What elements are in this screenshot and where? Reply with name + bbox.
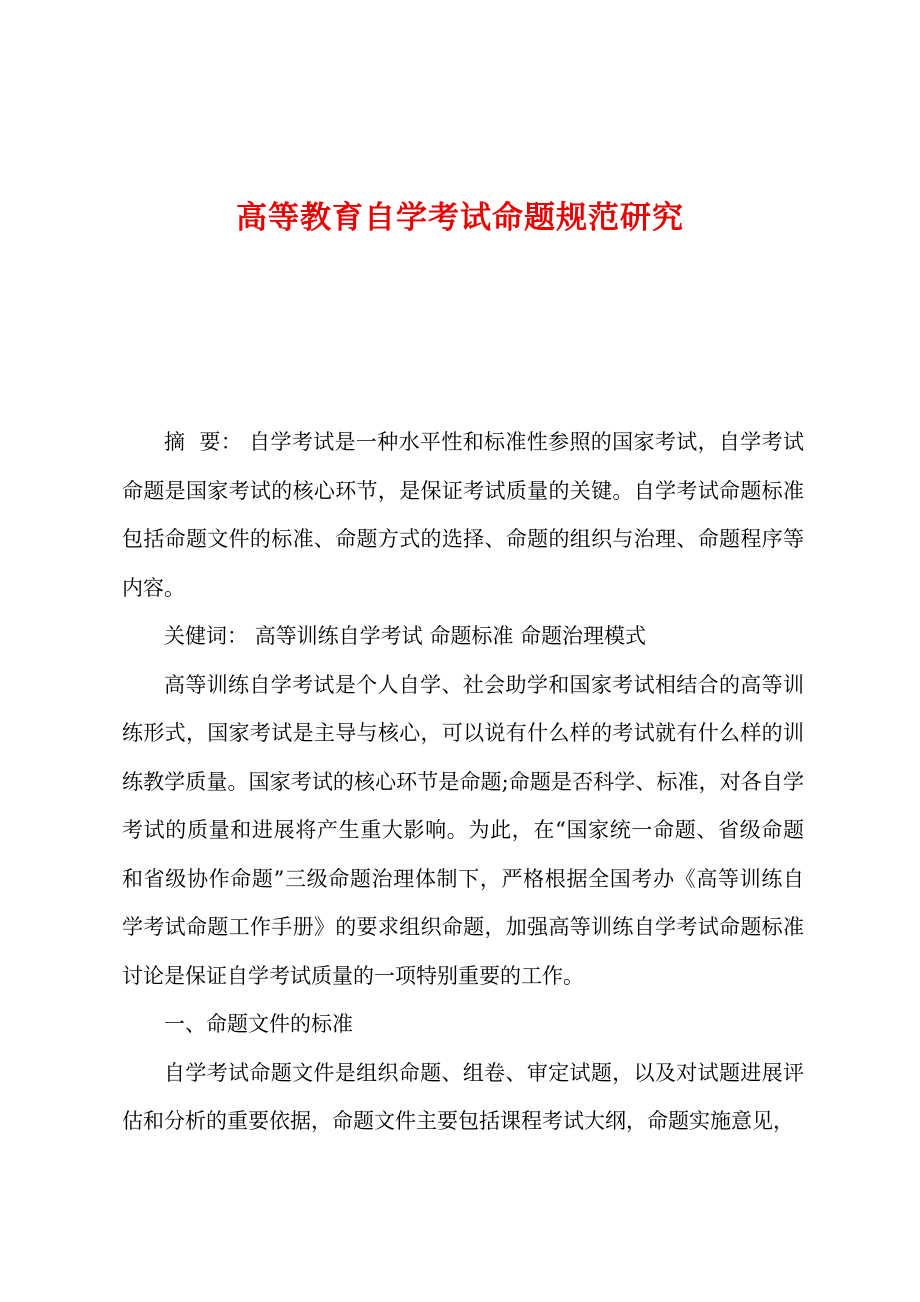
keywords-paragraph bbox=[122, 612, 804, 661]
section-paragraph: 自学考试命题文件是组织命题、组卷、审定试题，以及对试题进展评估和分析的重要依据，命题文件主要包括课程考试大纲，命题实施意见， bbox=[122, 1060, 804, 1133]
abstract-label: 摘 要： bbox=[164, 430, 243, 454]
section-heading: 一、命题文件的标准 bbox=[164, 1012, 353, 1036]
abstract-text: 自学考试是一种水平性和标准性参照的国家考试，自学考试命题是国家考试的核心环节，是保证考试质量的关键。自学考试命题标准包括命题文件的标准、命题方式的选择、命题的组织与治理、命题程序等内容。 bbox=[122, 430, 804, 600]
keywords-label: 关健词： bbox=[164, 624, 248, 648]
abstract-paragraph bbox=[122, 418, 804, 612]
keywords-text: 高等训练自学考试 命题标准 命题治理模式 bbox=[254, 624, 647, 648]
intro-paragraph: 高等训练自学考试是个人自学、社会助学和国家考试相结合的高等训练形式，国家考试是主导与核心，可以说有什么样的考试就有什么样的训练教学质量。国家考试的核心环节是命题;命题是否科学、标准，对各自学考试的质量和进展将产生重大影响。为此，在“国家统一命题、省级命题和省级协作命题”三级命题治理体制下，严格根据全国考办《高等训练自学考试命题工作手册》的要求组织命题，加强高等训练自学考试命题标准讨论是保证自学考试质量的一项特别重要的工作。 bbox=[122, 672, 804, 988]
document-body bbox=[122, 418, 804, 1146]
document-title: 高等教育自学考试命题规范研究 bbox=[236, 200, 684, 236]
